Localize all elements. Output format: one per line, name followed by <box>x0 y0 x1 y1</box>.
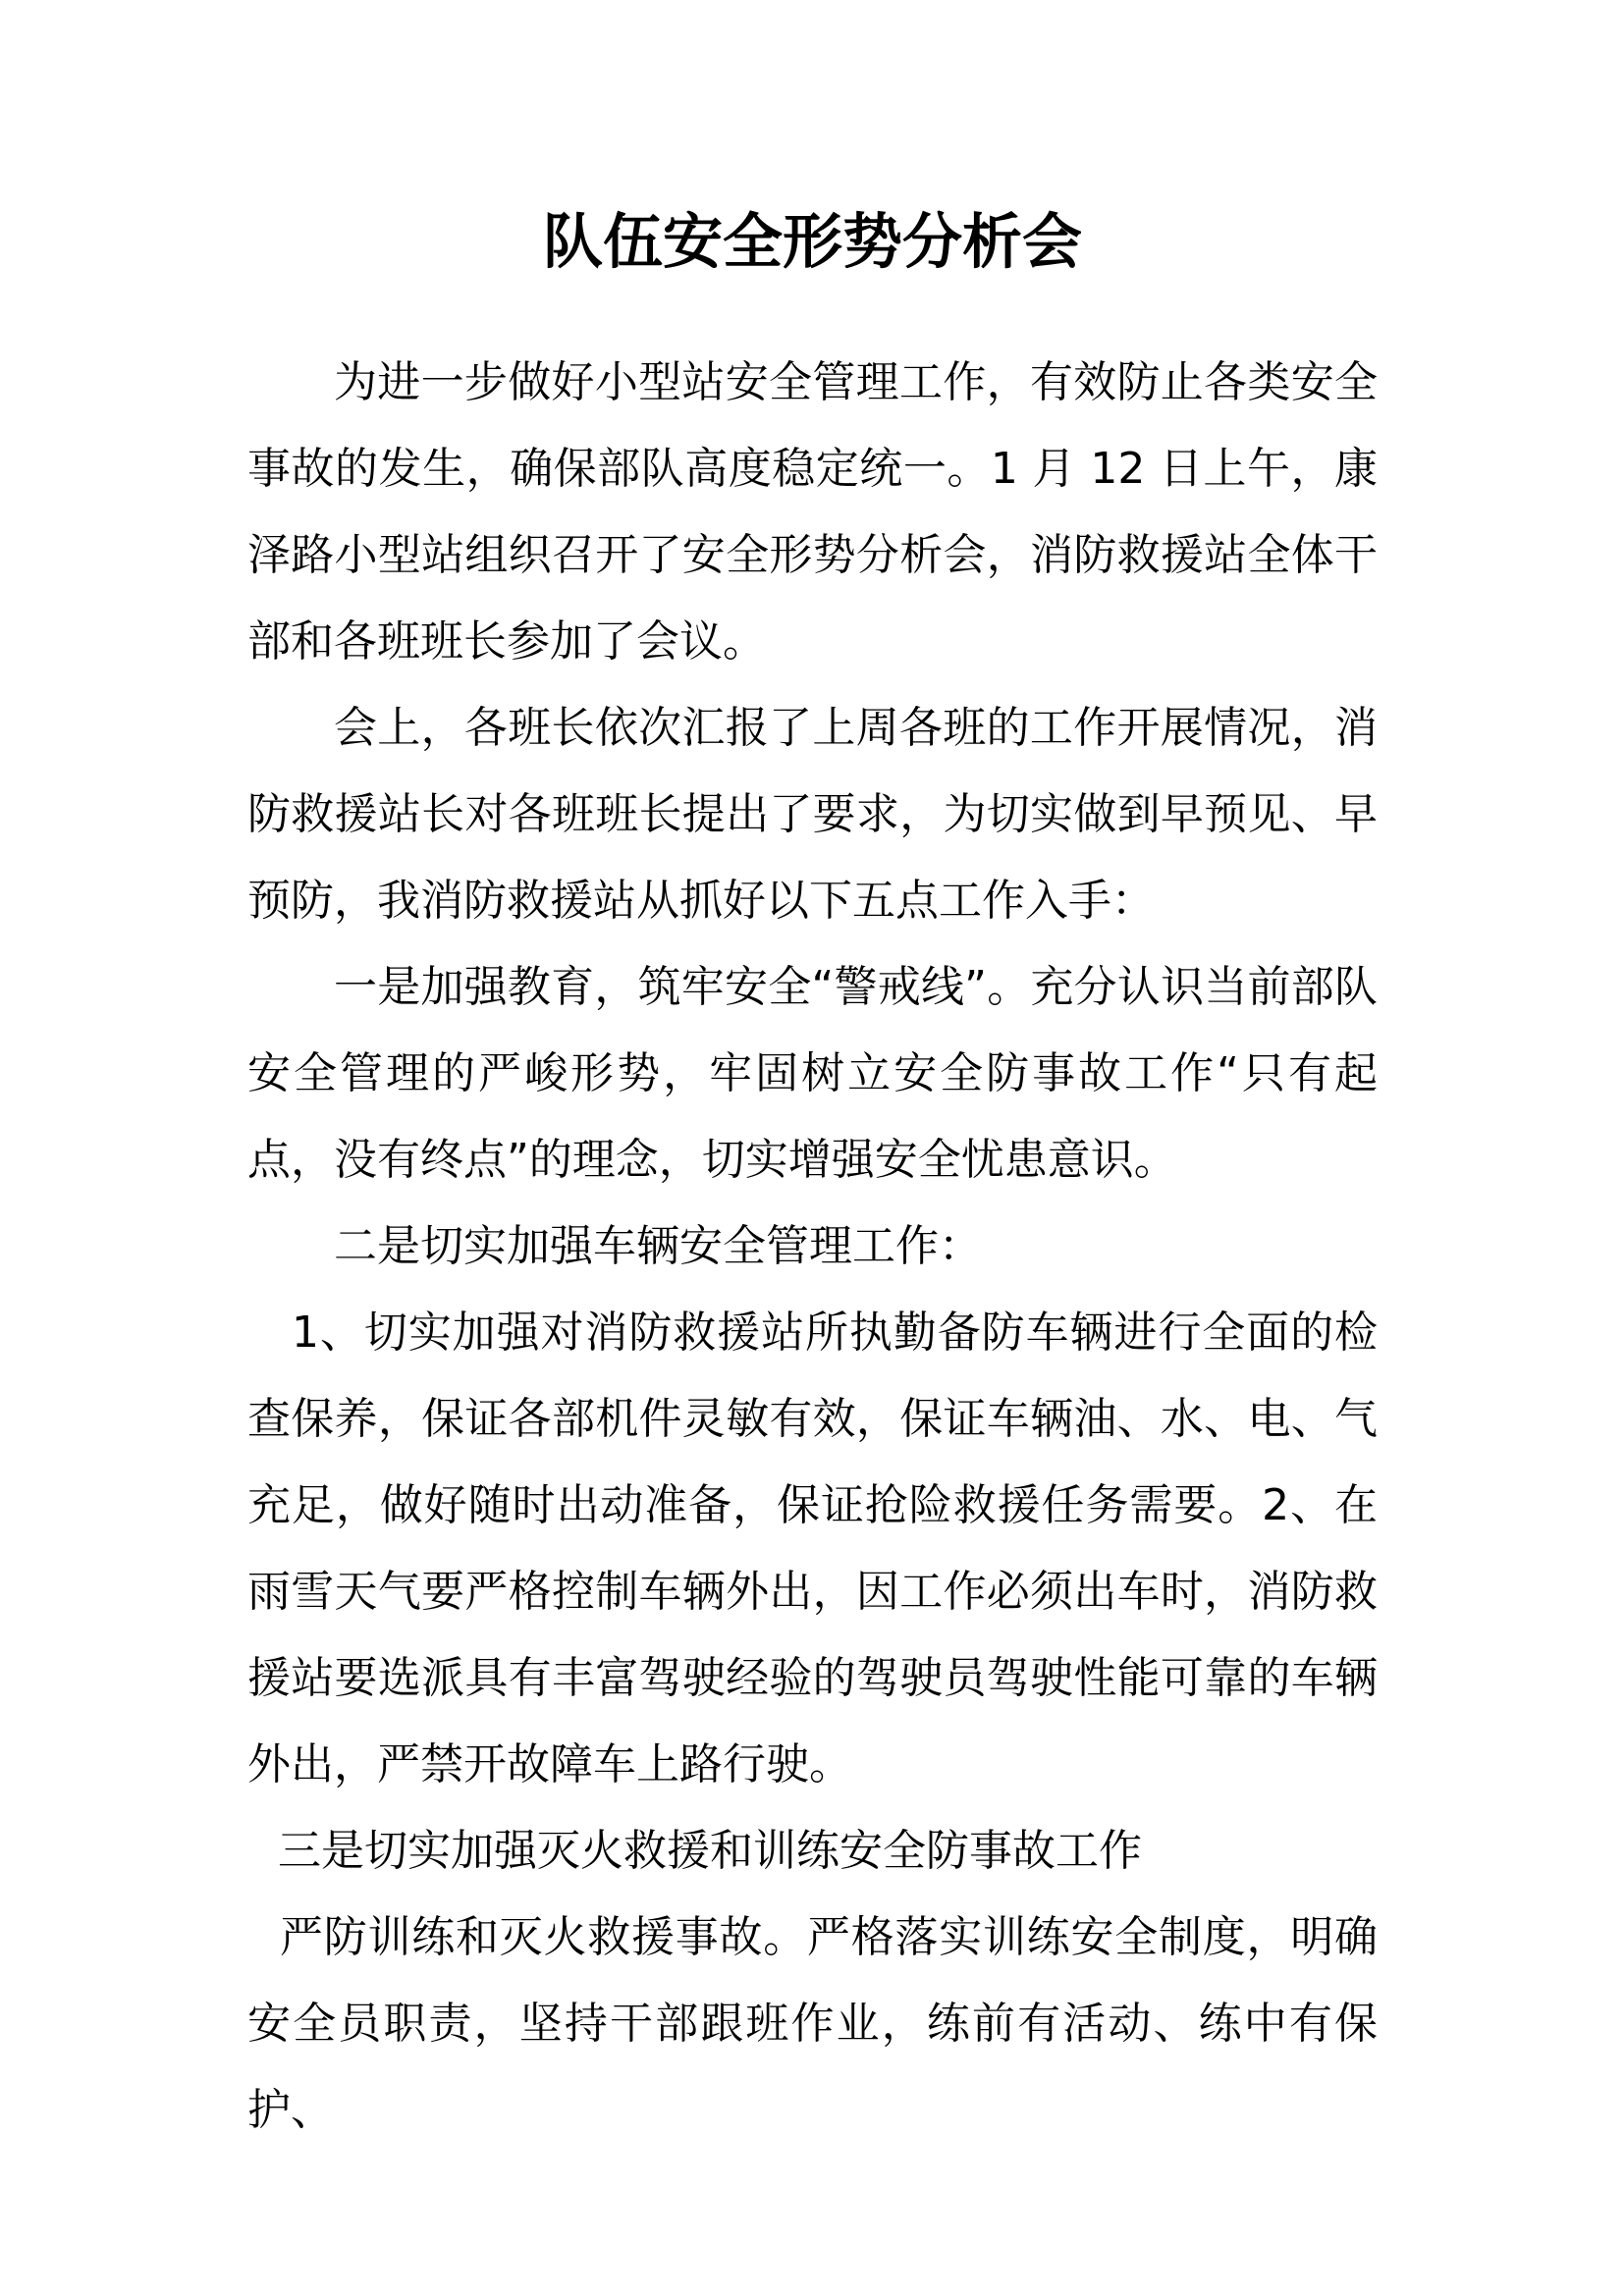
document-content <box>247 196 1378 2154</box>
paragraph-point-three-heading: 三是切实加强灭火救援和训练安全防事故工作 <box>278 1826 1142 1876</box>
paragraph-vehicle-items: 1、切实加强对消防救援站所执勤备防车辆进行全面的检查保养，保证各部机件灵敏有效，保证车辆油、水、电、气充足，做好随时出动准备，保证抢险救援任务需要。2、在雨雪天气要严格控制车辆外出，因工作必须出车时，消防救援站要选派具有丰富驾驶经验的驾驶员驾驶性能可靠的车辆外出，严禁开故障车上路行驶。 <box>247 1308 1378 1789</box>
paragraph-training-safety: 严防训练和灭火救援事故。严格落实训练安全制度，明确安全员职责，坚持干部跟班作业，练前有活动、练中有保护、 <box>247 1912 1378 2135</box>
paragraph-intro: 为进一步做好小型站安全管理工作，有效防止各类安全事故的发生，确保部队高度稳定统一。1 月 12 日上午，康泽路小型站组织召开了安全形势分析会，消防救援站全体干部和各班班长参加了会议。 <box>247 357 1378 667</box>
document-title: 队伍安全形势分析会 <box>542 210 1082 276</box>
paragraph-point-one: 一是加强教育，筑牢安全“警戒线”。充分认识当前部队安全管理的严峻形势，牢固树立安全防事故工作“只有起点，没有终点”的理念，切实增强安全忧患意识。 <box>247 962 1378 1185</box>
paragraph-meeting-summary: 会上，各班长依次汇报了上周各班的工作开展情况，消防救援站长对各班班长提出了要求，为切实做到早预见、早预防，我消防救援站从抓好以下五点工作入手： <box>247 703 1378 926</box>
paragraph-point-two-heading: 二是切实加强车辆安全管理工作： <box>334 1221 982 1271</box>
